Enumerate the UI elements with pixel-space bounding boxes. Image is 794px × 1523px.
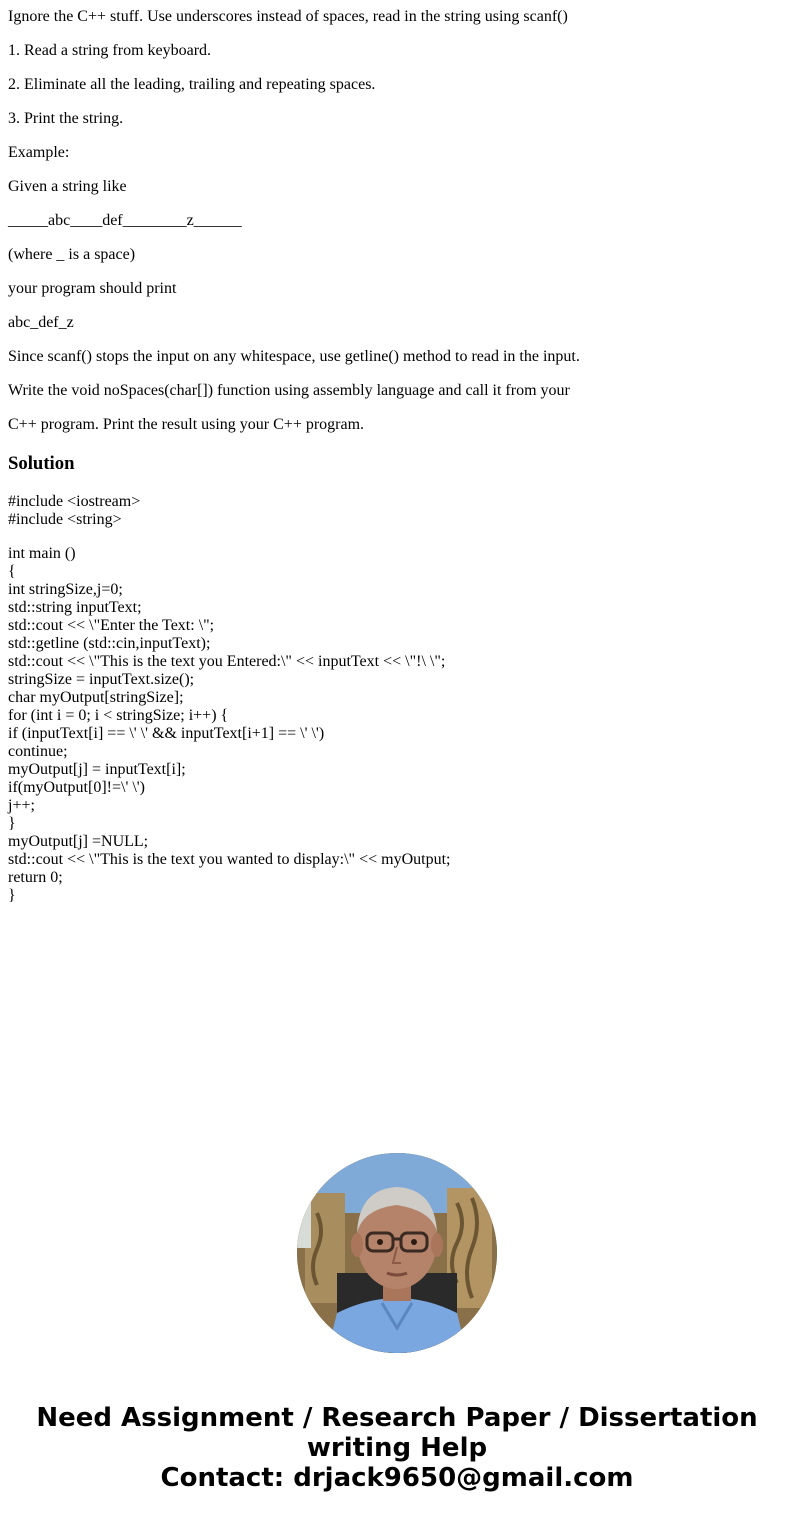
code-line: int main () [8,545,76,562]
code-line: int stringSize,j=0; [8,581,123,598]
footer-line: writing Help [306,1433,488,1463]
code-line: myOutput[j] =NULL; [8,833,149,850]
footer-line: Need Assignment / Research Paper / Dissertation [36,1403,758,1433]
code-line: #include <iostream> [8,493,141,510]
question-line: C++ program. Print the result using your C++ program. [8,416,365,433]
question-line: _____abc____def________z______ [8,212,242,229]
solution-heading: Solution [8,453,75,474]
question-line: (where _ is a space) [8,246,136,263]
code-line: { [8,563,16,580]
code-line: stringSize = inputText.size(); [8,671,195,688]
code-line: j++; [8,797,35,814]
code-line: std::cout << \"This is the text you Entered:\" << inputText << \"!\ \"; [8,653,446,670]
question-line: 3. Print the string. [8,110,124,127]
question-line: Since scanf() stops the input on any whitespace, use getline() method to read in the input. [8,348,580,365]
question-line: your program should print [8,280,177,297]
code-line: return 0; [8,869,63,886]
question-line: Given a string like [8,178,127,195]
question-line: Example: [8,144,70,161]
author-portrait-image [297,1153,497,1353]
question-line: abc_def_z [8,314,74,331]
question-line: Ignore the C++ stuff. Use underscores instead of spaces, read in the string using scanf() [8,8,568,25]
code-line: for (int i = 0; i < stringSize; i++) { [8,707,229,724]
code-line: } [8,887,16,904]
question-line: 1. Read a string from keyboard. [8,42,212,59]
footer-contact: Contact: drjack9650@gmail.com [160,1463,634,1493]
author-photo [297,1153,497,1353]
code-line: char myOutput[stringSize]; [8,689,184,706]
code-line: if(myOutput[0]!=\' \') [8,779,145,796]
code-line: std::string inputText; [8,599,142,616]
code-line: std::cout << \"Enter the Text: \"; [8,617,215,634]
code-line: std::cout << \"This is the text you wanted to display:\" << myOutput; [8,851,451,868]
code-line: if (inputText[i] == \' \' && inputText[i+1] == \' \') [8,725,325,742]
code-line: #include <string> [8,511,122,528]
code-line: myOutput[j] = inputText[i]; [8,761,186,778]
code-line: } [8,815,16,832]
question-line: Write the void noSpaces(char[]) function using assembly language and call it from your [8,382,570,399]
question-line: 2. Eliminate all the leading, trailing and repeating spaces. [8,76,376,93]
code-line: continue; [8,743,68,760]
code-line: std::getline (std::cin,inputText); [8,635,211,652]
footer-banner [0,1403,794,1493]
